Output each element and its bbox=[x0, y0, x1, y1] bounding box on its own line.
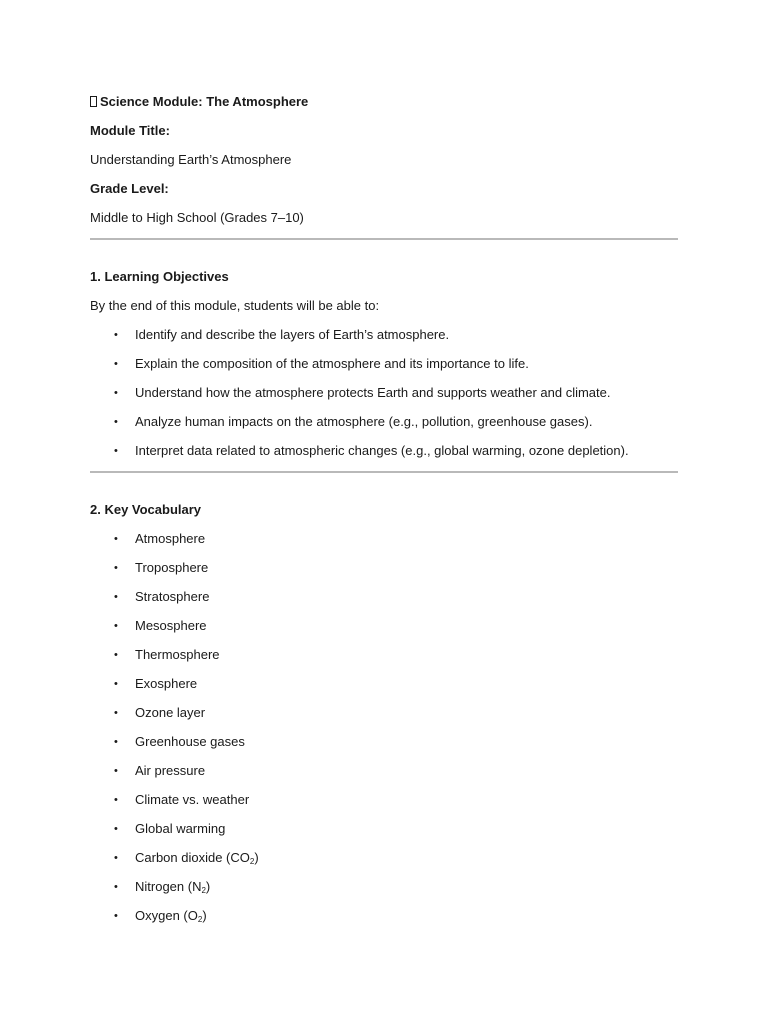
list-item bbox=[90, 589, 678, 605]
missing-glyph-icon bbox=[90, 96, 97, 107]
bullet-icon: • bbox=[114, 329, 118, 341]
list-item bbox=[90, 560, 678, 576]
list-item-text: Troposphere bbox=[135, 560, 209, 575]
o2-subscript: 2 bbox=[197, 915, 203, 924]
list-item-text: Global warming bbox=[135, 821, 226, 836]
list-item bbox=[90, 763, 678, 779]
section-divider bbox=[90, 471, 678, 473]
bullet-icon: • bbox=[114, 910, 118, 922]
bullet-icon: • bbox=[114, 707, 118, 719]
list-item-text: Air pressure bbox=[135, 763, 206, 778]
list-item-text: Understand how the atmosphere protects Earth and supports weather and climate. bbox=[135, 385, 611, 400]
list-item-text bbox=[135, 879, 210, 895]
list-item bbox=[90, 647, 678, 663]
list-item-text: Atmosphere bbox=[135, 531, 206, 546]
bullet-icon: • bbox=[114, 358, 118, 370]
module-title-label: Module Title: bbox=[90, 123, 170, 138]
bullet-icon: • bbox=[114, 852, 118, 864]
vocabulary-heading: 2. Key Vocabulary bbox=[90, 502, 202, 517]
grade-level-label: Grade Level: bbox=[90, 181, 169, 196]
bullet-icon: • bbox=[114, 591, 118, 603]
list-item bbox=[90, 908, 678, 924]
bullet-icon: • bbox=[114, 823, 118, 835]
list-item-text: Thermosphere bbox=[135, 647, 220, 662]
bullet-icon: • bbox=[114, 736, 118, 748]
co2-subscript: 2 bbox=[249, 857, 255, 866]
list-item-text: Explain the composition of the atmosphere and its importance to life. bbox=[135, 356, 529, 371]
bullet-icon: • bbox=[114, 649, 118, 661]
n2-suffix: ) bbox=[205, 879, 211, 894]
n2-prefix: Nitrogen (N bbox=[135, 879, 202, 894]
list-item bbox=[90, 705, 678, 721]
list-item bbox=[90, 327, 678, 343]
list-item bbox=[90, 879, 678, 895]
list-item bbox=[90, 676, 678, 692]
bullet-icon: • bbox=[114, 533, 118, 545]
bullet-icon: • bbox=[114, 678, 118, 690]
co2-suffix: ) bbox=[254, 850, 259, 865]
list-item-text: Identify and describe the layers of Earth’s atmosphere. bbox=[135, 327, 450, 342]
list-item-text: Analyze human impacts on the atmosphere (e.g., pollution, greenhouse gases). bbox=[135, 414, 593, 429]
o2-suffix: ) bbox=[202, 908, 207, 923]
bullet-icon: • bbox=[114, 620, 118, 632]
list-item bbox=[90, 821, 678, 837]
list-item bbox=[90, 385, 678, 401]
list-item bbox=[90, 443, 678, 459]
list-item bbox=[90, 531, 678, 547]
n2-subscript: 2 bbox=[201, 886, 206, 895]
list-item-text: Stratosphere bbox=[135, 589, 210, 604]
list-item bbox=[90, 850, 678, 866]
list-item-text bbox=[135, 850, 259, 866]
grade-level-value: Middle to High School (Grades 7–10) bbox=[90, 210, 304, 225]
o2-prefix: Oxygen (O bbox=[135, 908, 198, 923]
list-item bbox=[90, 734, 678, 750]
bullet-icon: • bbox=[114, 765, 118, 777]
list-item bbox=[90, 356, 678, 372]
list-item-text: Greenhouse gases bbox=[135, 734, 245, 749]
module-heading bbox=[90, 94, 308, 110]
bullet-icon: • bbox=[114, 881, 118, 893]
list-item bbox=[90, 414, 678, 430]
list-item-text: Mesosphere bbox=[135, 618, 207, 633]
bullet-icon: • bbox=[114, 416, 118, 428]
module-title-value: Understanding Earth’s Atmosphere bbox=[90, 152, 292, 167]
bullet-icon: • bbox=[114, 562, 118, 574]
bullet-icon: • bbox=[114, 445, 118, 457]
section-divider bbox=[90, 238, 678, 240]
list-item-text: Exosphere bbox=[135, 676, 198, 691]
list-item bbox=[90, 618, 678, 634]
objectives-heading: 1. Learning Objectives bbox=[90, 269, 229, 284]
list-item-text: Interpret data related to atmospheric changes (e.g., global warming, ozone depletion). bbox=[135, 443, 629, 458]
bullet-icon: • bbox=[114, 387, 118, 399]
list-item bbox=[90, 792, 678, 808]
module-heading-text: Science Module: The Atmosphere bbox=[100, 94, 309, 109]
bullet-icon: • bbox=[114, 794, 118, 806]
objectives-intro: By the end of this module, students will be able to: bbox=[90, 298, 380, 313]
co2-prefix: Carbon dioxide (CO bbox=[135, 850, 250, 865]
list-item-text bbox=[135, 908, 207, 924]
list-item-text: Ozone layer bbox=[135, 705, 206, 720]
list-item-text: Climate vs. weather bbox=[135, 792, 250, 807]
